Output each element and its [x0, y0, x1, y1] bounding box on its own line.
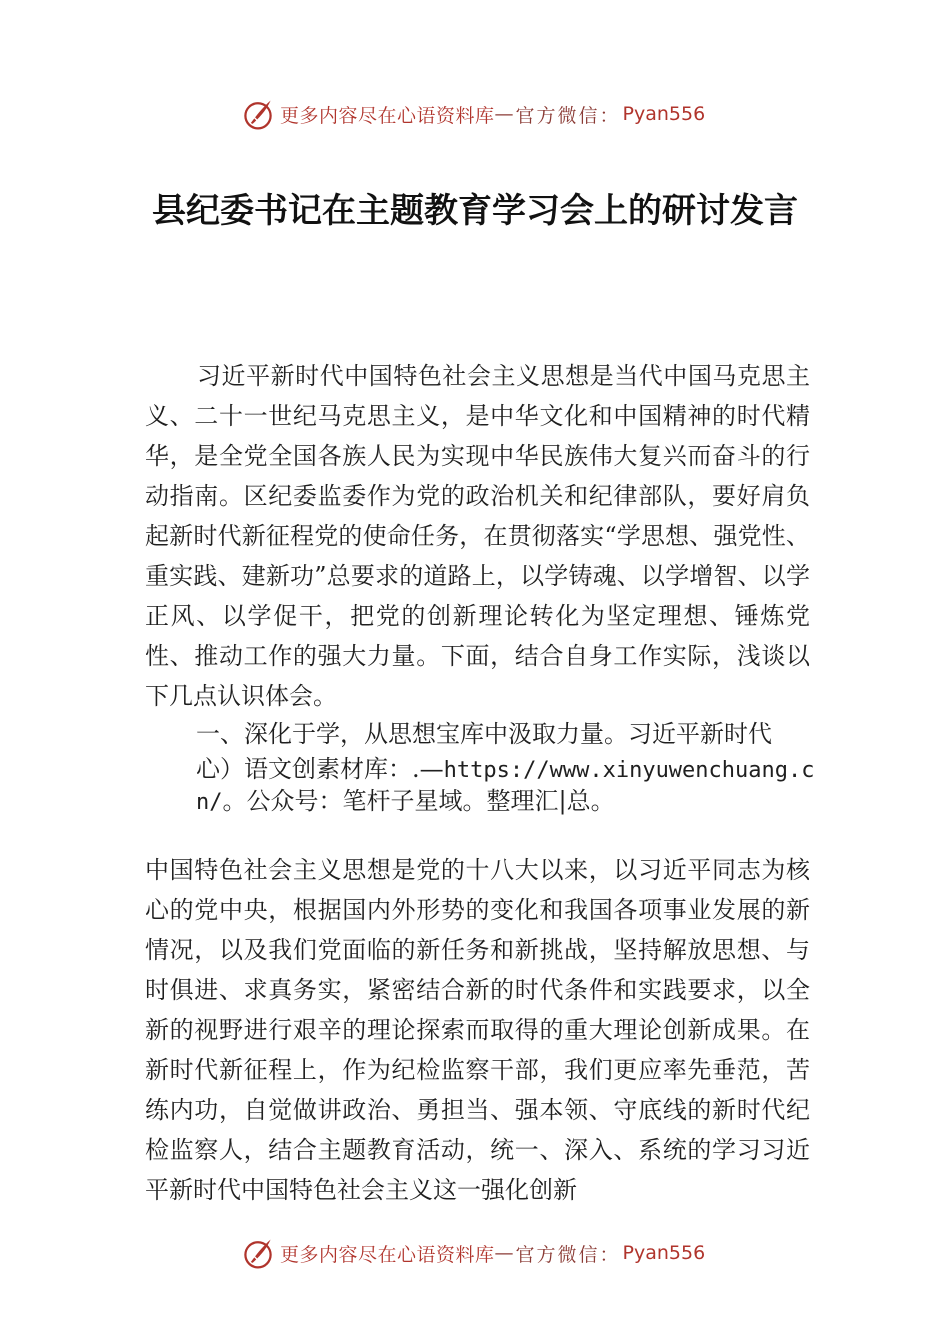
banner-promo-text: 更多内容尽在心语资料库 — [280, 104, 495, 127]
banner-promo-text: 更多内容尽在心语资料库 — [280, 1243, 495, 1266]
body-paragraph-continued: 中国特色社会主义思想是党的十八大以来，以习近平同志为核心的党中央，根据国内外形势的变化和我国各项事业发展的新情况，以及我们党面临的新任务和新挑战，坚持解放思想、与时俱进、求真务实，紧密结合新的时代条件和实践要求，以全新的视野进行艰辛的理论探索而取得的重大理论创新成果。在新时代新征程上，作为纪检监察干部，我们更应率先垂范，苦练内功，自觉做讲政治、勇担当、强本领、守底线的新时代纪检监察人，结合主题教育活动，统一、深入、系统的学习习近平新时代中国特色社会主义这一强化创新 — [145, 856, 810, 1204]
source-note — [196, 754, 836, 818]
source-note-url[interactable]: https://www.xinyuwenchuang.cn/ — [196, 758, 815, 815]
section-heading-one: 一、深化于学，从思想宝库中汲取力量。习近平新时代 — [196, 720, 772, 748]
banner-separator: — — [494, 103, 516, 125]
banner-wechat-id: Pyan556 — [622, 103, 706, 125]
quill-seal-icon — [240, 96, 276, 132]
header-banner — [240, 94, 705, 134]
page-title: 县纪委书记在主题教育学习会上的研讨发言 — [152, 191, 798, 231]
banner-contact-label: 官方微信： — [515, 104, 621, 127]
footer-banner — [240, 1233, 705, 1273]
body-paragraph-intro: 习近平新时代中国特色社会主义思想是当代中国马克思主义、二十一世纪马克思主义，是中华文化和中国精神的时代精华，是全党全国各族人民为实现中华民族伟大复兴而奋斗的行动指南。区纪委监委作为党的政治机关和纪律部队，要好肩负起新时代新征程党的使命任务，在贯彻落实“学思想、强党性、重实践、建新功”总要求的道路上，以学铸魂、以学增智、以学正风、以学促干，把党的创新理论转化为坚定理想、锤炼党性、推动工作的强大力量。下面，结合自身工作实际，浅谈以下几点认识体会。 — [145, 362, 810, 710]
banner-separator: — — [494, 1242, 516, 1264]
source-note-prefix: 心）语文创素材库：.— — [196, 755, 444, 783]
banner-wechat-id: Pyan556 — [622, 1242, 706, 1264]
banner-contact-label: 官方微信： — [515, 1243, 621, 1266]
quill-seal-icon — [240, 1235, 276, 1271]
source-note-suffix: 。公众号：笔杆子星域。整理汇|总。 — [222, 787, 615, 815]
